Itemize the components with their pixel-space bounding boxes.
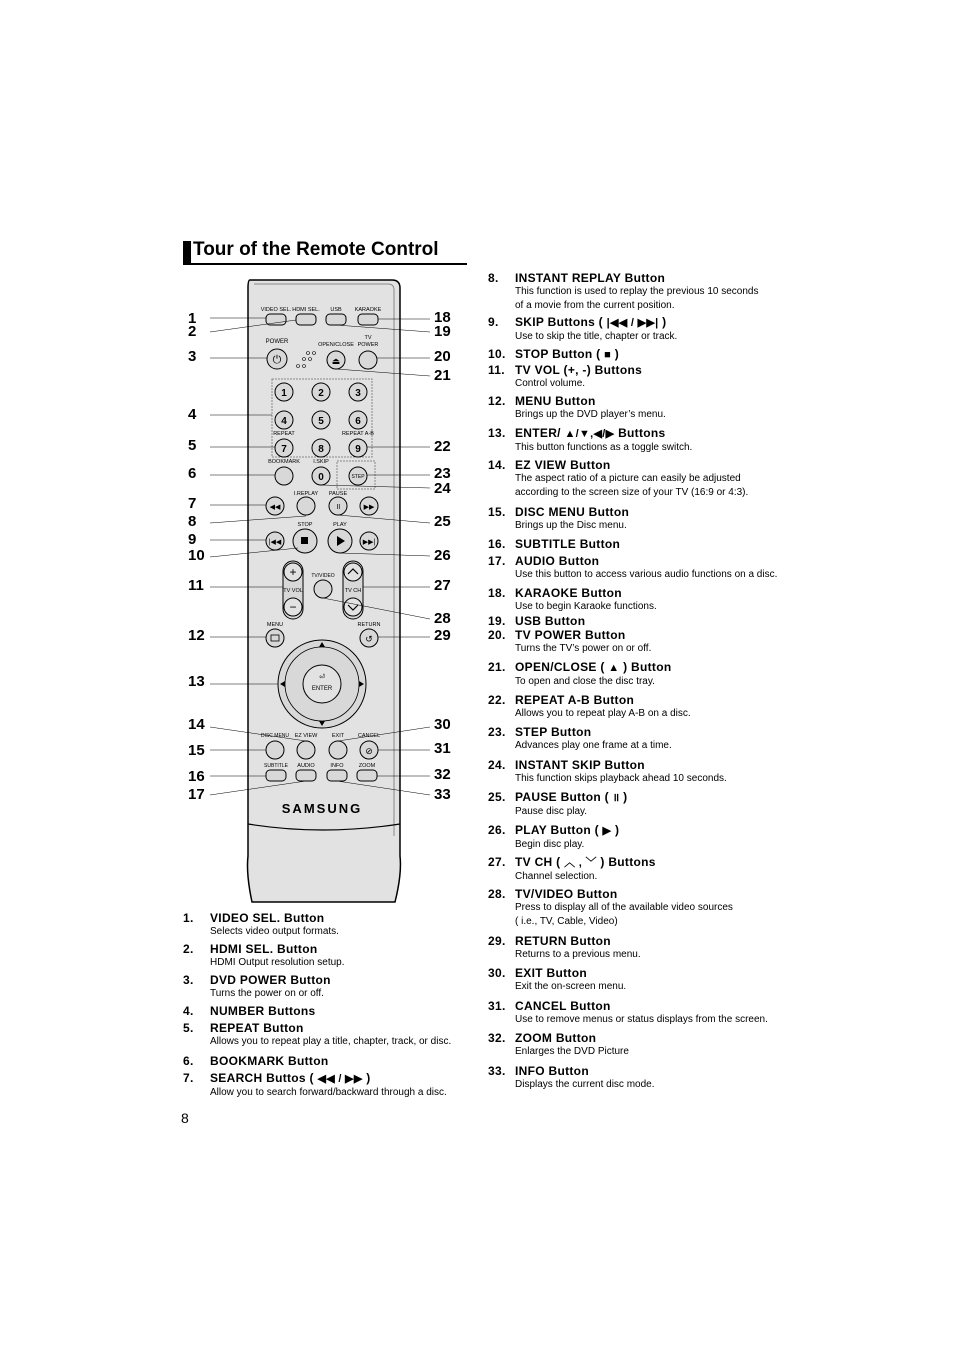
menu-button — [266, 629, 284, 647]
item-name: NUMBER Buttons — [210, 1004, 316, 1018]
item-number: 30. — [488, 966, 506, 980]
item-name-end: Buttons — [618, 426, 666, 440]
item-number: 16. — [488, 537, 506, 551]
item-name: BOOKMARK Button — [210, 1054, 329, 1068]
info-button — [327, 770, 347, 781]
item-glyph-icon: ◀◀ / ▶▶ — [317, 1073, 363, 1085]
svg-text:STOP: STOP — [297, 522, 313, 528]
svg-text:EXIT: EXIT — [331, 733, 345, 739]
item-name: RETURN Button — [515, 934, 611, 948]
item-3 — [183, 973, 331, 1001]
item-name: HDMI SEL. Button — [210, 942, 318, 956]
svg-text:1: 1 — [281, 388, 287, 399]
item-18 — [488, 586, 657, 614]
item-7 — [183, 1071, 447, 1100]
audio-button — [296, 770, 316, 781]
svg-text:6: 6 — [355, 416, 361, 427]
svg-text:7: 7 — [281, 444, 287, 455]
ez-view-button — [297, 741, 315, 759]
svg-text:0: 0 — [318, 472, 324, 483]
callout-12: 12 — [188, 627, 205, 644]
item-heading — [183, 911, 339, 925]
item-22 — [488, 693, 691, 721]
item-description: This function is used to replay the previous 10 seconds — [515, 286, 759, 297]
svg-text:REPEAT A-B: REPEAT A-B — [342, 431, 374, 437]
svg-text:KARAOKE: KARAOKE — [354, 307, 382, 313]
callout-16: 16 — [188, 768, 205, 785]
item-name-end: ) — [662, 315, 667, 329]
svg-text:SUBTITLE: SUBTITLE — [264, 763, 288, 769]
item-heading — [183, 1054, 328, 1068]
svg-text:I.SKIP: I.SKIP — [313, 459, 329, 465]
disc-menu-button — [266, 741, 284, 759]
item-heading — [488, 725, 672, 739]
item-8 — [488, 271, 758, 313]
svg-text:STEP: STEP — [351, 474, 365, 480]
item-heading — [488, 505, 629, 519]
callout-9: 9 — [188, 531, 197, 548]
item-17 — [488, 554, 777, 582]
callout-15: 15 — [188, 742, 205, 759]
callout-20: 20 — [434, 348, 451, 365]
item-heading — [488, 693, 691, 707]
item-heading — [488, 999, 768, 1013]
title-rule — [183, 263, 467, 265]
item-21 — [488, 660, 671, 689]
svg-text:I.REPLAY: I.REPLAY — [293, 491, 319, 497]
item-10 — [488, 347, 619, 362]
item-name: ZOOM Button — [515, 1031, 597, 1045]
item-19 — [488, 614, 585, 628]
callout-30: 30 — [434, 716, 451, 733]
item-description: Returns to a previous menu. — [515, 949, 641, 960]
svg-text:◀◀: ◀◀ — [269, 504, 281, 511]
item-heading — [488, 758, 727, 772]
svg-text:4: 4 — [281, 416, 287, 427]
item-name: INSTANT SKIP Button — [515, 758, 645, 772]
karaoke-button — [355, 307, 382, 325]
item-28 — [488, 887, 733, 929]
item-number: 2. — [183, 942, 194, 956]
item-description: Displays the current disc mode. — [515, 1079, 655, 1090]
item-description: Pause disc play. — [515, 806, 588, 817]
svg-text:USB: USB — [330, 307, 342, 313]
svg-text:OPEN/CLOSE: OPEN/CLOSE — [318, 342, 354, 348]
item-name: TV VOL (+, -) Buttons — [515, 363, 643, 377]
enter-button — [303, 665, 341, 703]
callout-29: 29 — [434, 627, 451, 644]
item-name-end: ) Button — [623, 660, 672, 674]
callout-25: 25 — [434, 513, 451, 530]
callout-1: 1 — [188, 310, 197, 327]
subtitle-button — [266, 770, 286, 781]
svg-text:BOOKMARK: BOOKMARK — [268, 459, 300, 465]
svg-text:॥: ॥ — [335, 502, 341, 511]
item-number: 31. — [488, 999, 506, 1013]
item-number: 10. — [488, 347, 506, 361]
item-heading — [183, 1004, 316, 1018]
item-32 — [488, 1031, 629, 1059]
item-33 — [488, 1064, 655, 1092]
svg-text:TV VOL: TV VOL — [283, 588, 303, 594]
item-heading — [488, 554, 777, 568]
item-heading — [488, 363, 642, 377]
item-4 — [183, 1004, 316, 1018]
svg-text:ENTER: ENTER — [311, 686, 333, 692]
instant-replay-button — [297, 497, 315, 515]
item-description: Enlarges the DVD Picture — [515, 1046, 629, 1057]
item-glyph-icon: ▶ — [602, 825, 612, 837]
svg-text:HDMI SEL.: HDMI SEL. — [292, 307, 320, 313]
item-description: Use to begin Karaoke functions. — [515, 601, 657, 612]
item-description: HDMI Output resolution setup. — [210, 957, 345, 968]
item-name: PLAY Button ( — [515, 823, 599, 837]
item-number: 33. — [488, 1064, 506, 1078]
item-number: 15. — [488, 505, 506, 519]
svg-text:RETURN: RETURN — [357, 622, 381, 628]
item-name-end: ) Buttons — [600, 855, 656, 869]
item-name: PAUSE Button ( — [515, 790, 609, 804]
item-heading — [488, 586, 657, 600]
callout-27: 27 — [434, 577, 451, 594]
svg-text:REPEAT: REPEAT — [273, 431, 295, 437]
item-description: Begin disc play. — [515, 839, 585, 850]
svg-text:5: 5 — [318, 416, 324, 427]
item-number: 11. — [488, 363, 505, 377]
item-5 — [183, 1021, 451, 1049]
item-heading — [183, 973, 331, 987]
item-description: Press to display all of the available video sources — [515, 902, 733, 913]
callout-28: 28 — [434, 610, 451, 627]
item-description: Selects video output formats. — [210, 926, 339, 937]
svg-text:−: − — [289, 600, 297, 614]
item-16 — [488, 537, 620, 551]
item-name: SKIP Buttons ( — [515, 315, 603, 329]
item-description: This function skips playback ahead 10 seconds. — [515, 773, 727, 784]
item-glyph-icon: ॥ — [612, 792, 620, 804]
item-14 — [488, 458, 748, 500]
item-description: Turns the power on or off. — [210, 988, 324, 999]
item-number: 4. — [183, 1004, 194, 1018]
exit-button — [329, 741, 347, 759]
item-heading — [183, 1071, 447, 1086]
svg-text:▶▶|: ▶▶| — [362, 539, 376, 546]
section-title: Tour of the Remote Control — [193, 239, 439, 260]
svg-text:EZ VIEW: EZ VIEW — [294, 733, 318, 739]
item-heading — [488, 1064, 655, 1078]
svg-text:AUDIO: AUDIO — [297, 763, 315, 769]
item-name-end: ) — [366, 1071, 371, 1085]
item-number: 1. — [183, 911, 194, 925]
item-24 — [488, 758, 727, 786]
item-number: 29. — [488, 934, 506, 948]
item-name: EXIT Button — [515, 966, 587, 980]
callout-13: 13 — [188, 673, 205, 690]
svg-text:MENU: MENU — [266, 622, 284, 628]
item-description-2: according to the screen size of your TV (16:9 or 4:3). — [515, 487, 749, 498]
item-9 — [488, 315, 677, 344]
item-heading — [488, 966, 626, 980]
item-number: 27. — [488, 855, 506, 869]
item-name: OPEN/CLOSE ( — [515, 660, 605, 674]
item-1 — [183, 911, 339, 939]
title-marker — [183, 241, 191, 264]
item-heading — [488, 1031, 629, 1045]
item-heading — [488, 855, 656, 870]
svg-text:POWER: POWER — [357, 342, 379, 348]
item-29 — [488, 934, 641, 962]
svg-text:8: 8 — [318, 444, 324, 455]
item-glyph-icon: ▲ — [608, 662, 620, 674]
item-heading — [488, 823, 619, 838]
item-heading — [183, 942, 345, 956]
callout-8: 8 — [188, 513, 197, 530]
svg-text:⏻: ⏻ — [272, 354, 282, 366]
item-number: 13. — [488, 426, 506, 440]
callout-10: 10 — [188, 547, 205, 564]
item-name: TV POWER Button — [515, 628, 626, 642]
item-description: Brings up the DVD player’s menu. — [515, 409, 666, 420]
callout-18: 18 — [434, 309, 451, 326]
callout-17: 17 — [188, 786, 205, 803]
callout-5: 5 — [188, 437, 197, 454]
svg-text:TV: TV — [364, 335, 372, 341]
callout-6: 6 — [188, 465, 197, 482]
svg-text:+: + — [289, 565, 297, 579]
item-description: Use to remove menus or status displays from the screen. — [515, 1014, 768, 1025]
callout-32: 32 — [434, 766, 451, 783]
item-27 — [488, 855, 656, 884]
item-heading — [488, 537, 620, 551]
svg-text:⏏: ⏏ — [331, 356, 341, 366]
item-name-end: ) — [623, 790, 628, 804]
svg-text:TV/VIDEO: TV/VIDEO — [311, 573, 335, 579]
svg-text:ZOOM: ZOOM — [358, 763, 376, 769]
callout-14: 14 — [188, 716, 205, 733]
item-heading — [488, 614, 585, 628]
item-heading — [488, 426, 692, 441]
item-name: INSTANT REPLAY Button — [515, 271, 666, 285]
item-20 — [488, 628, 651, 656]
item-heading — [488, 887, 733, 901]
item-number: 8. — [488, 271, 499, 285]
svg-text:PAUSE: PAUSE — [328, 491, 348, 497]
item-name: DISC MENU Button — [515, 505, 630, 519]
item-description: Brings up the Disc menu. — [515, 520, 627, 531]
item-description: Control volume. — [515, 378, 586, 389]
callout-19: 19 — [434, 323, 451, 340]
item-description: Turns the TV’s power on or off. — [515, 643, 652, 654]
svg-text:PLAY: PLAY — [333, 522, 347, 528]
item-name: SUBTITLE Button — [515, 537, 621, 551]
callout-21: 21 — [434, 367, 451, 384]
callout-2: 2 — [188, 323, 197, 340]
item-name: USB Button — [515, 614, 586, 628]
item-heading — [488, 315, 677, 330]
svg-text:⏎: ⏎ — [319, 674, 325, 681]
svg-text:3: 3 — [355, 388, 361, 399]
svg-text:▶▶: ▶▶ — [363, 504, 375, 511]
callout-24: 24 — [434, 480, 451, 497]
item-12 — [488, 394, 666, 422]
svg-text:TV CH: TV CH — [344, 588, 362, 594]
callout-33: 33 — [434, 786, 451, 803]
item-number: 9. — [488, 315, 499, 329]
svg-text:CANCEL: CANCEL — [357, 733, 381, 739]
item-name: STEP Button — [515, 725, 592, 739]
item-glyph-icon: ︿ , ﹀ — [564, 857, 597, 869]
svg-text:INFO: INFO — [330, 763, 344, 769]
brand-logo: SAMSUNG — [281, 801, 363, 816]
item-name: REPEAT Button — [210, 1021, 304, 1035]
item-number: 3. — [183, 973, 194, 987]
zoom-button — [357, 770, 377, 781]
item-glyph-icon: |◀◀ / ▶▶| — [606, 317, 659, 329]
item-number: 25. — [488, 790, 506, 804]
svg-text:2: 2 — [318, 388, 324, 399]
item-name: SEARCH Buttos ( — [210, 1071, 314, 1085]
item-description-2: of a movie from the current position. — [515, 300, 675, 311]
item-26 — [488, 823, 619, 852]
svg-text:⊘: ⊘ — [365, 746, 373, 756]
hdmi-sel-button — [292, 307, 320, 325]
item-name: ENTER/ — [515, 426, 561, 440]
item-name: VIDEO SEL. Button — [210, 911, 325, 925]
item-description: Exit the on-screen menu. — [515, 981, 627, 992]
item-name: STOP Button ( — [515, 347, 601, 361]
item-name: AUDIO Button — [515, 554, 600, 568]
item-number: 26. — [488, 823, 506, 837]
item-31 — [488, 999, 768, 1027]
svg-text:POWER: POWER — [265, 339, 289, 345]
item-heading — [488, 790, 627, 805]
item-name: TV/VIDEO Button — [515, 887, 618, 901]
item-description-2: ( i.e., TV, Cable, Video) — [515, 916, 618, 927]
item-name: INFO Button — [515, 1064, 589, 1078]
item-13 — [488, 426, 692, 455]
item-number: 17. — [488, 554, 506, 568]
item-description: Advances play one frame at a time. — [515, 740, 672, 751]
item-description: Allows you to repeat play A-B on a disc. — [515, 708, 691, 719]
item-heading — [488, 458, 748, 472]
callout-31: 31 — [434, 740, 451, 757]
item-number: 28. — [488, 887, 506, 901]
item-name: REPEAT A-B Button — [515, 693, 635, 707]
item-glyph-icon: ▲/▼,◀/▶ — [564, 428, 615, 440]
item-number: 24. — [488, 758, 506, 772]
callout-11: 11 — [188, 577, 204, 594]
item-name: EZ VIEW Button — [515, 458, 611, 472]
item-name-end: ) — [614, 823, 620, 837]
svg-text:9: 9 — [355, 444, 361, 455]
item-description: This button functions as a toggle switch. — [515, 442, 693, 453]
item-description: Use this button to access various audio functions on a disc. — [515, 569, 778, 580]
item-description: Channel selection. — [515, 871, 598, 882]
item-23 — [488, 725, 672, 753]
item-number: 14. — [488, 458, 506, 472]
svg-text:DISC MENU: DISC MENU — [260, 733, 290, 739]
item-number: 21. — [488, 660, 506, 674]
callout-26: 26 — [434, 547, 451, 564]
item-name-end: ) — [614, 347, 619, 361]
item-number: 7. — [183, 1071, 194, 1085]
item-description: To open and close the disc tray. — [515, 676, 655, 687]
item-6 — [183, 1054, 328, 1068]
item-name: DVD POWER Button — [210, 973, 331, 987]
item-heading — [183, 1021, 451, 1035]
item-heading — [488, 347, 619, 362]
svg-text:↺: ↺ — [365, 634, 373, 644]
item-15 — [488, 505, 629, 533]
item-number: 23. — [488, 725, 506, 739]
remote-illustration — [180, 276, 470, 908]
item-2 — [183, 942, 345, 970]
item-heading — [488, 271, 758, 285]
item-number: 32. — [488, 1031, 506, 1045]
item-heading — [488, 394, 666, 408]
item-description: Use to skip the title, chapter or track. — [515, 331, 678, 342]
item-description: Allow you to search forward/backward through a disc. — [210, 1087, 447, 1098]
item-number: 6. — [183, 1054, 194, 1068]
item-heading — [488, 660, 671, 675]
callout-23: 23 — [434, 465, 451, 482]
item-name: CANCEL Button — [515, 999, 611, 1013]
item-name: TV CH ( — [515, 855, 561, 869]
item-glyph-icon: ■ — [604, 349, 612, 361]
callout-22: 22 — [434, 438, 451, 455]
svg-text:VIDEO SEL.: VIDEO SEL. — [260, 307, 292, 313]
page-number: 8 — [181, 1110, 189, 1126]
item-number: 22. — [488, 693, 506, 707]
tv-video-button — [314, 580, 332, 598]
tv-power-button — [359, 351, 377, 369]
item-number: 20. — [488, 628, 506, 642]
item-description: The aspect ratio of a picture can easily be adjusted — [515, 473, 741, 484]
svg-text:|◀◀: |◀◀ — [268, 539, 282, 546]
item-description: Allows you to repeat play a title, chapter, track, or disc. — [210, 1036, 452, 1047]
bookmark-button — [275, 467, 293, 485]
item-heading — [488, 934, 641, 948]
callout-3: 3 — [188, 348, 197, 365]
item-number: 5. — [183, 1021, 194, 1035]
item-30 — [488, 966, 626, 994]
item-name: KARAOKE Button — [515, 586, 622, 600]
item-11 — [488, 363, 642, 391]
item-number: 18. — [488, 586, 506, 600]
item-25 — [488, 790, 627, 819]
item-heading — [488, 628, 651, 642]
item-number: 12. — [488, 394, 506, 408]
callout-7: 7 — [188, 495, 197, 512]
item-number: 19. — [488, 614, 506, 628]
item-name: MENU Button — [515, 394, 596, 408]
callout-4: 4 — [188, 406, 197, 423]
